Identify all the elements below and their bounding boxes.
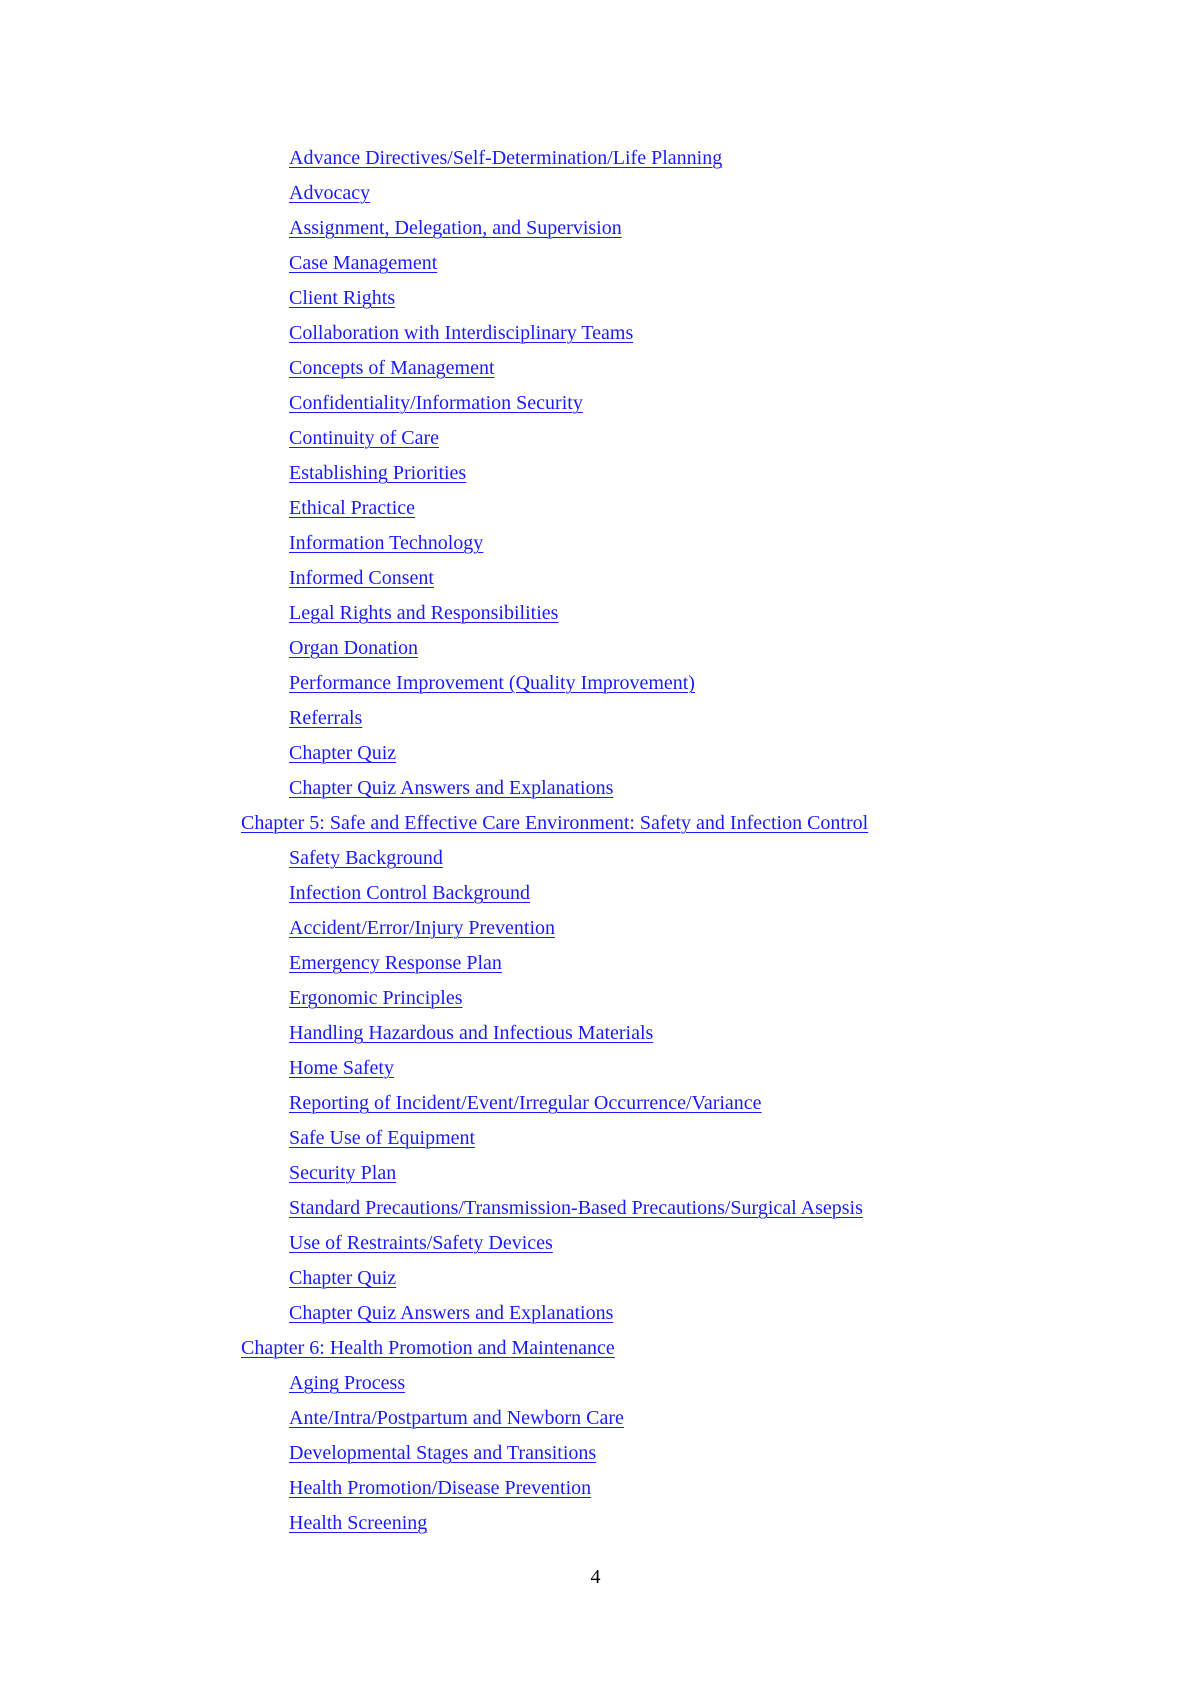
toc-section-entry bbox=[0, 1086, 1191, 1121]
toc-section-link[interactable]: Legal Rights and Responsibilities bbox=[289, 602, 559, 624]
toc-section-entry bbox=[0, 981, 1191, 1016]
toc-section-link[interactable]: Confidentiality/Information Security bbox=[289, 392, 583, 414]
toc-section-link[interactable]: Ethical Practice bbox=[289, 497, 416, 519]
toc-section-entry bbox=[0, 491, 1191, 526]
toc-section-entry bbox=[0, 876, 1191, 911]
toc-section-link[interactable]: Advance Directives/Self-Determination/Life Planning bbox=[289, 147, 723, 169]
page-number: 4 bbox=[590, 1566, 601, 1588]
toc-section-link[interactable]: Concepts of Management bbox=[289, 357, 495, 379]
toc-section-link[interactable]: Chapter Quiz bbox=[289, 1267, 397, 1289]
toc-chapter-link[interactable]: Chapter 5: Safe and Effective Care Environment: Safety and Infection Control bbox=[241, 812, 869, 834]
toc-section-link[interactable]: Health Screening bbox=[289, 1512, 428, 1534]
toc-section-entry bbox=[0, 946, 1191, 981]
toc-section-link[interactable]: Information Technology bbox=[289, 532, 484, 554]
toc-section-link[interactable]: Organ Donation bbox=[289, 637, 419, 659]
toc-section-link[interactable]: Handling Hazardous and Infectious Materials bbox=[289, 1022, 654, 1044]
toc-section-entry bbox=[0, 771, 1191, 806]
toc-section-link[interactable]: Reporting of Incident/Event/Irregular Occurrence/Variance bbox=[289, 1092, 762, 1114]
toc-section-link[interactable]: Safe Use of Equipment bbox=[289, 1127, 476, 1149]
toc-section-entry bbox=[0, 281, 1191, 316]
toc-section-entry bbox=[0, 211, 1191, 246]
toc-section-entry bbox=[0, 246, 1191, 281]
toc-section-link[interactable]: Accident/Error/Injury Prevention bbox=[289, 917, 556, 939]
toc-section-link[interactable]: Infection Control Background bbox=[289, 882, 531, 904]
toc-section-entry bbox=[0, 1366, 1191, 1401]
toc-chapter-link[interactable]: Chapter 6: Health Promotion and Maintenance bbox=[241, 1337, 615, 1359]
toc-section-link[interactable]: Health Promotion/Disease Prevention bbox=[289, 1477, 592, 1499]
toc-section-link[interactable]: Standard Precautions/Transmission-Based Precautions/Surgical Asepsis bbox=[289, 1197, 863, 1219]
toc-section-link[interactable]: Continuity of Care bbox=[289, 427, 439, 449]
table-of-contents bbox=[0, 141, 1191, 1541]
toc-chapter-entry bbox=[0, 806, 1191, 841]
toc-section-entry bbox=[0, 386, 1191, 421]
toc-section-link[interactable]: Chapter Quiz Answers and Explanations bbox=[289, 777, 614, 799]
toc-section-entry bbox=[0, 176, 1191, 211]
toc-section-link[interactable]: Advocacy bbox=[289, 182, 371, 204]
toc-section-link[interactable]: Chapter Quiz bbox=[289, 742, 397, 764]
toc-section-link[interactable]: Developmental Stages and Transitions bbox=[289, 1442, 597, 1464]
toc-section-link[interactable]: Informed Consent bbox=[289, 567, 434, 589]
toc-section-link[interactable]: Performance Improvement (Quality Improvement) bbox=[289, 672, 695, 694]
toc-section-entry bbox=[0, 911, 1191, 946]
toc-section-link[interactable]: Establishing Priorities bbox=[289, 462, 467, 484]
toc-section-entry bbox=[0, 841, 1191, 876]
toc-section-link[interactable]: Home Safety bbox=[289, 1057, 394, 1079]
toc-section-entry bbox=[0, 1191, 1191, 1226]
toc-section-link[interactable]: Client Rights bbox=[289, 287, 396, 309]
toc-section-link[interactable]: Chapter Quiz Answers and Explanations bbox=[289, 1302, 614, 1324]
toc-section-entry bbox=[0, 631, 1191, 666]
toc-section-entry bbox=[0, 1156, 1191, 1191]
toc-section-entry bbox=[0, 596, 1191, 631]
toc-section-entry bbox=[0, 1261, 1191, 1296]
toc-section-link[interactable]: Assignment, Delegation, and Supervision bbox=[289, 217, 622, 239]
toc-section-entry bbox=[0, 1051, 1191, 1086]
toc-section-entry bbox=[0, 1296, 1191, 1331]
toc-section-entry bbox=[0, 666, 1191, 701]
toc-section-entry bbox=[0, 1436, 1191, 1471]
toc-section-entry bbox=[0, 1226, 1191, 1261]
toc-section-entry bbox=[0, 1121, 1191, 1156]
toc-section-entry bbox=[0, 351, 1191, 386]
toc-section-entry bbox=[0, 456, 1191, 491]
toc-section-entry bbox=[0, 1506, 1191, 1541]
toc-section-link[interactable]: Security Plan bbox=[289, 1162, 397, 1184]
toc-section-link[interactable]: Ante/Intra/Postpartum and Newborn Care bbox=[289, 1407, 624, 1429]
toc-section-entry bbox=[0, 421, 1191, 456]
toc-section-entry bbox=[0, 1471, 1191, 1506]
toc-section-entry bbox=[0, 561, 1191, 596]
toc-section-link[interactable]: Emergency Response Plan bbox=[289, 952, 502, 974]
toc-section-link[interactable]: Collaboration with Interdisciplinary Teams bbox=[289, 322, 634, 344]
toc-section-link[interactable]: Ergonomic Principles bbox=[289, 987, 463, 1009]
toc-section-entry bbox=[0, 526, 1191, 561]
toc-section-link[interactable]: Aging Process bbox=[289, 1372, 406, 1394]
toc-section-entry bbox=[0, 316, 1191, 351]
toc-section-link[interactable]: Referrals bbox=[289, 707, 363, 729]
toc-section-link[interactable]: Case Management bbox=[289, 252, 438, 274]
toc-section-entry bbox=[0, 1401, 1191, 1436]
toc-section-link[interactable]: Safety Background bbox=[289, 847, 443, 869]
toc-section-entry bbox=[0, 141, 1191, 176]
toc-section-entry bbox=[0, 701, 1191, 736]
toc-section-entry bbox=[0, 736, 1191, 771]
toc-chapter-entry bbox=[0, 1331, 1191, 1366]
toc-section-entry bbox=[0, 1016, 1191, 1051]
toc-section-link[interactable]: Use of Restraints/Safety Devices bbox=[289, 1232, 553, 1254]
